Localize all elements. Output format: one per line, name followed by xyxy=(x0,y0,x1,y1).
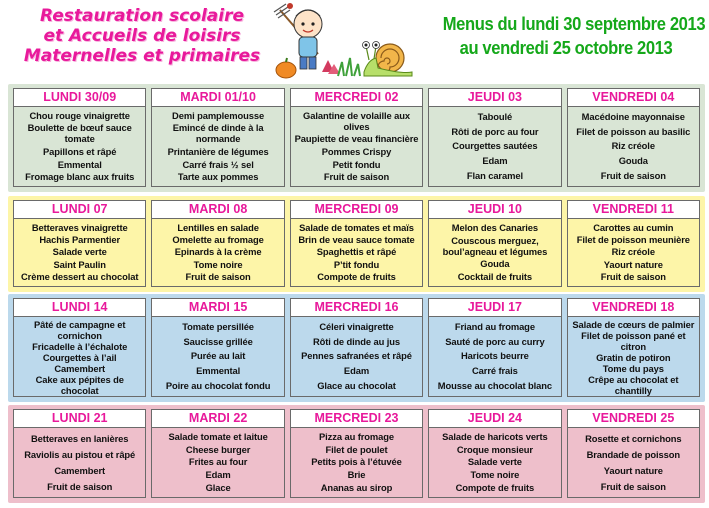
week-row xyxy=(8,405,705,503)
dish-list xyxy=(152,219,283,286)
dish-item: Saucisse grillée xyxy=(183,335,253,347)
dish-item: Filet de poisson meunière xyxy=(576,234,690,246)
dish-item: Salade verte xyxy=(467,456,522,468)
dish-list xyxy=(152,107,283,186)
day-menu-card xyxy=(13,88,146,187)
dish-item: Yaourt nature xyxy=(603,464,663,476)
dish-list xyxy=(568,428,699,497)
dish-list xyxy=(568,219,699,286)
day-title: MERCREDI 02 xyxy=(291,89,422,107)
dish-item: Courgettes sautées xyxy=(452,140,538,152)
week-row xyxy=(8,294,705,402)
dish-item: Salade tomate et laitue xyxy=(168,430,268,442)
dish-item: Fruit de saison xyxy=(600,271,666,283)
dish-item: Edam xyxy=(205,469,231,481)
dish-list xyxy=(14,428,145,497)
dish-item: Camembert xyxy=(54,464,106,476)
day-menu-card xyxy=(13,298,146,397)
dish-list xyxy=(429,317,560,396)
dish-item: Flan caramel xyxy=(466,170,523,182)
dish-item: Rôti de porc au four xyxy=(451,125,539,137)
dish-item: Lentilles en salade xyxy=(177,221,259,233)
dish-item: Fruit de saison xyxy=(323,171,390,183)
day-menu-card xyxy=(151,298,284,397)
dish-item: Mousse au chocolat blanc xyxy=(437,380,553,392)
title-line: Maternelles et primaires xyxy=(23,46,261,66)
dish-item: Chou rouge vinaigrette xyxy=(29,109,130,121)
day-title: VENDREDI 18 xyxy=(568,299,699,317)
day-menu-card xyxy=(428,200,561,287)
dish-item: Paupiette de veau financière xyxy=(294,133,419,145)
dish-list xyxy=(291,317,422,396)
day-title: VENDREDI 04 xyxy=(568,89,699,107)
day-title: VENDREDI 11 xyxy=(568,201,699,219)
dish-item: Fruit de saison xyxy=(600,170,666,182)
dish-item: Petit fondu xyxy=(332,158,381,170)
dish-item: Edam xyxy=(482,155,508,167)
dish-item: Pizza au fromage xyxy=(319,430,394,442)
day-menu-card xyxy=(290,200,423,287)
dish-item: Crème dessert au chocolat xyxy=(21,271,139,283)
day-title: MARDI 01/10 xyxy=(152,89,283,107)
kid-with-rake-and-snail-illustration xyxy=(272,2,422,80)
dish-item: Haricots beurre xyxy=(460,350,529,362)
dish-item: Taboulé xyxy=(477,110,513,122)
dish-item: Tomate persillée xyxy=(182,320,254,332)
dish-item: Papillons et râpé xyxy=(43,145,117,157)
dish-item: Betteraves vinaigrette xyxy=(31,221,128,233)
week-row xyxy=(8,84,705,192)
dish-item: Melon des Canaries xyxy=(451,221,539,233)
dish-item: Emmental xyxy=(57,158,102,170)
dish-item: Filet de poisson pané et citron xyxy=(581,330,686,352)
dish-item: Cake aux pépites de chocolat xyxy=(35,374,124,396)
dish-item: Filet de poisson au basilic xyxy=(576,125,691,137)
day-menu-card xyxy=(13,200,146,287)
dish-item: Tarte aux pommes xyxy=(177,171,259,183)
dish-item: Brandade de poisson xyxy=(586,448,680,460)
dish-item: Rôti de dinde au jus xyxy=(312,335,401,347)
day-menu-card xyxy=(290,88,423,187)
day-title: MERCREDI 16 xyxy=(291,299,422,317)
dish-list xyxy=(152,428,283,497)
dish-list xyxy=(568,107,699,186)
dish-item: Carré frais xyxy=(471,365,518,377)
day-menu-card xyxy=(567,298,700,397)
dish-item: Compote de fruits xyxy=(317,271,396,283)
dish-item: Pommes Crispy xyxy=(321,145,392,157)
dish-list xyxy=(568,317,699,397)
dish-item: Fruit de saison xyxy=(185,271,251,283)
dish-item: Omelette au fromage xyxy=(172,234,264,246)
dish-item: Fromage blanc aux fruits xyxy=(25,171,135,183)
period-line: Menus du lundi 30 septembre 2013 xyxy=(442,14,706,34)
dish-list xyxy=(152,317,283,396)
dish-item: Tome noire xyxy=(470,469,520,481)
dish-item: Couscous merguez, boul’agneau et légumes xyxy=(442,234,548,257)
day-menu-card xyxy=(428,409,561,498)
dish-item: Printanière de légumes xyxy=(167,145,269,157)
dish-item: P’tit fondu xyxy=(333,258,380,270)
dish-item: Brie xyxy=(347,469,366,481)
day-title: LUNDI 21 xyxy=(14,410,145,428)
menu-period-title xyxy=(432,12,706,60)
dish-item: Cocktail de fruits xyxy=(457,271,533,283)
day-menu-card xyxy=(567,88,700,187)
dish-item: Carottes au cumin xyxy=(593,221,674,233)
day-title: JEUDI 24 xyxy=(429,410,560,428)
dish-item: Gouda xyxy=(618,155,648,167)
day-menu-card xyxy=(428,88,561,187)
dish-item: Ananas au sirop xyxy=(320,482,393,494)
dish-item: Friand au fromage xyxy=(454,320,535,332)
title-line: et Accueils de loisirs xyxy=(43,26,241,46)
school-catering-title xyxy=(22,6,262,66)
dish-item: Raviolis au pistou et râpé xyxy=(24,448,136,460)
day-menu-card xyxy=(13,409,146,498)
dish-list xyxy=(14,219,145,286)
day-title: JEUDI 17 xyxy=(429,299,560,317)
dish-item: Gouda xyxy=(480,258,510,270)
dish-item: Glace xyxy=(205,482,231,494)
dish-item: Salade de tomates et maïs xyxy=(299,221,414,233)
day-menu-card xyxy=(151,200,284,287)
dish-item: Boulette de bœuf sauce tomate xyxy=(27,122,132,145)
dish-item: Betteraves en lanières xyxy=(31,432,129,444)
dish-item: Carré frais ½ sel xyxy=(182,158,254,170)
dish-item: Fruit de saison xyxy=(47,480,113,492)
dish-item: Courgettes à l’ail xyxy=(42,352,117,363)
dish-item: Hachis Parmentier xyxy=(39,234,121,246)
dish-item: Macédoine mayonnaise xyxy=(581,110,685,122)
dish-item: Petits pois à l’étuvée xyxy=(311,456,402,468)
dish-list xyxy=(429,219,560,286)
day-title: LUNDI 07 xyxy=(14,201,145,219)
dish-item: Gratin de potiron xyxy=(596,352,671,363)
day-menu-card xyxy=(290,298,423,397)
dish-item: Demi pamplemousse xyxy=(172,109,265,121)
period-line: au vendredi 25 octobre 2013 xyxy=(459,38,673,58)
dish-item: Yaourt nature xyxy=(603,258,663,270)
dish-item: Fricadelle à l’échalote xyxy=(32,341,128,352)
day-title: MERCREDI 23 xyxy=(291,410,422,428)
day-title: VENDREDI 25 xyxy=(568,410,699,428)
dish-list xyxy=(14,107,145,186)
day-menu-card xyxy=(151,409,284,498)
dish-item: Saint Paulin xyxy=(53,258,106,270)
dish-list xyxy=(429,107,560,186)
dish-item: Emmental xyxy=(196,365,241,377)
dish-item: Pennes safranées et râpé xyxy=(301,350,412,362)
dish-item: Riz créole xyxy=(611,140,655,152)
day-title: MARDI 15 xyxy=(152,299,283,317)
week-row xyxy=(8,196,705,292)
dish-list xyxy=(291,219,422,286)
dish-item: Filet de poulet xyxy=(325,443,388,455)
dish-item: Sauté de porc au curry xyxy=(445,335,545,347)
title-line: Restauration scolaire xyxy=(39,6,245,26)
dish-item: Riz créole xyxy=(611,246,655,258)
dish-item: Camembert xyxy=(54,363,106,374)
dish-item: Cheese burger xyxy=(185,443,251,455)
day-menu-card xyxy=(151,88,284,187)
dish-item: Compote de fruits xyxy=(455,482,535,494)
dish-item: Edam xyxy=(343,365,370,377)
dish-list xyxy=(291,428,422,497)
dish-item: Emincé de dinde à la normande xyxy=(172,122,264,145)
day-menu-card xyxy=(290,409,423,498)
dish-item: Céleri vinaigrette xyxy=(319,320,394,332)
day-menu-card xyxy=(567,409,700,498)
dish-list xyxy=(14,317,145,397)
dish-item: Tome du pays xyxy=(602,363,664,374)
dish-item: Croque monsieur xyxy=(456,443,533,455)
dish-item: Brin de veau sauce tomate xyxy=(298,234,415,246)
dish-item: Salade de haricots verts xyxy=(442,430,548,442)
dish-item: Crêpe au chocolat et chantilly xyxy=(588,374,679,396)
day-title: LUNDI 30/09 xyxy=(14,89,145,107)
dish-item: Galantine de volaille aux olives xyxy=(303,109,410,132)
dish-item: Salade de cœurs de palmier xyxy=(572,319,695,330)
day-title: LUNDI 14 xyxy=(14,299,145,317)
dish-item: Purée au lait xyxy=(190,350,246,362)
dish-item: Fruit de saison xyxy=(600,480,666,492)
dish-item: Salade verte xyxy=(52,246,107,258)
dish-item: Glace au chocolat xyxy=(317,380,396,392)
dish-item: Spaghettis et râpé xyxy=(316,246,397,258)
dish-item: Rosette et cornichons xyxy=(585,432,682,444)
day-title: JEUDI 03 xyxy=(429,89,560,107)
dish-item: Tome noire xyxy=(193,258,243,270)
day-menu-card xyxy=(567,200,700,287)
day-title: MERCREDI 09 xyxy=(291,201,422,219)
day-menu-card xyxy=(428,298,561,397)
dish-list xyxy=(291,107,422,186)
dish-item: Pâté de campagne et cornichon xyxy=(34,319,126,341)
dish-list xyxy=(429,428,560,497)
day-title: JEUDI 10 xyxy=(429,201,560,219)
dish-item: Frites au four xyxy=(188,456,248,468)
day-title: MARDI 08 xyxy=(152,201,283,219)
day-title: MARDI 22 xyxy=(152,410,283,428)
dish-item: Epinards à la crème xyxy=(174,246,262,258)
dish-item: Poire au chocolat fondu xyxy=(165,380,271,392)
